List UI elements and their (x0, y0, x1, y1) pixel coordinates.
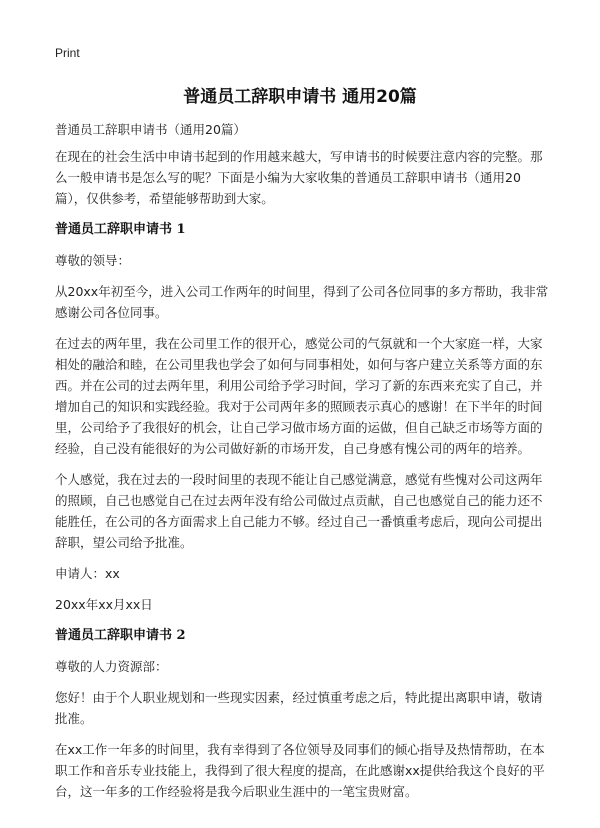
letter-1-applicant: 申请人：xx (55, 566, 120, 581)
letter-1-paragraph-3: 个人感觉，我在过去的一段时间里的表现不能让自己感觉满意，感觉有些愧对公司这两年的照顾，自己也感觉自己在过去两年没有给公司做过点贡献，自己也感觉自己的能力还不能胜任，在公司的各方面需求上自己能力不够。经过自己一番慎重考虑后，现向公司提出辞职，望公司给予批准。 (55, 472, 543, 550)
letter-1-salutation: 尊敬的领导： (55, 253, 131, 268)
letter-2-heading: 普通员工辞职申请书 2 (55, 628, 186, 643)
document-subtitle: 普通员工辞职申请书（通用20篇） (55, 122, 246, 137)
letter-1-heading: 普通员工辞职申请书 1 (55, 222, 186, 237)
print-link[interactable]: Print (55, 46, 80, 60)
letter-1-paragraph-2: 在过去的两年里，我在公司里工作的很开心，感觉公司的气氛就和一个大家庭一样，大家相处的融洽和睦，在公司里我也学会了如何与同事相处，如何与客户建立关系等方面的东西。并在公司的过去两年里，利用公司给予学习时间，学习了新的东西来充实了自己，并增加自己的知识和实践经验。我对于公司两年多的照顾表示真心的感谢！在下半年的时间里，公司给予了我很好的机会，让自己学习做市场方面的运做，但自己缺乏市场等方面的 经验，自己没有能很好的为公司做好新的市场开发，自己身感有愧公司的两年的培养。 (55, 336, 543, 456)
letter-2-salutation: 尊敬的人力资源部： (55, 659, 168, 674)
document-body (55, 119, 550, 812)
intro-paragraph: 在现在的社会生活中申请书起到的作用越来越大，写申请书的时候要注意内容的完整。那么一般申请书是怎么写的呢？下面是小编为大家收集的普通员工辞职申请书（通用20篇），仅供参考，希望能够帮助到大家。 (55, 149, 543, 206)
page-title: 普通员工辞职申请书 通用20篇 (183, 87, 417, 107)
letter-2-paragraph-1: 您好！由于个人职业规划和一些现实因素，经过慎重考虑之后，特此提出离职申请，敬请批准。 (55, 690, 543, 726)
letter-1-paragraph-1: 从20xx年初至今，进入公司工作两年的时间里，得到了公司各位同事的多方帮助，我非常感谢公司各位同事。 (55, 284, 549, 320)
letter-1-date: 20xx年xx月xx日 (55, 597, 153, 612)
letter-2-paragraph-2: 在xx工作一年多的时间里，我有幸得到了各位领导及同事们的倾心指导及热情帮助，在本职工作和音乐专业技能上，我得到了很大程度的提高，在此感谢xx提供给我这个良好的平台，这一年多的工作经验将是我今后职业生涯中的一笔宝贵财富。 (55, 742, 545, 799)
